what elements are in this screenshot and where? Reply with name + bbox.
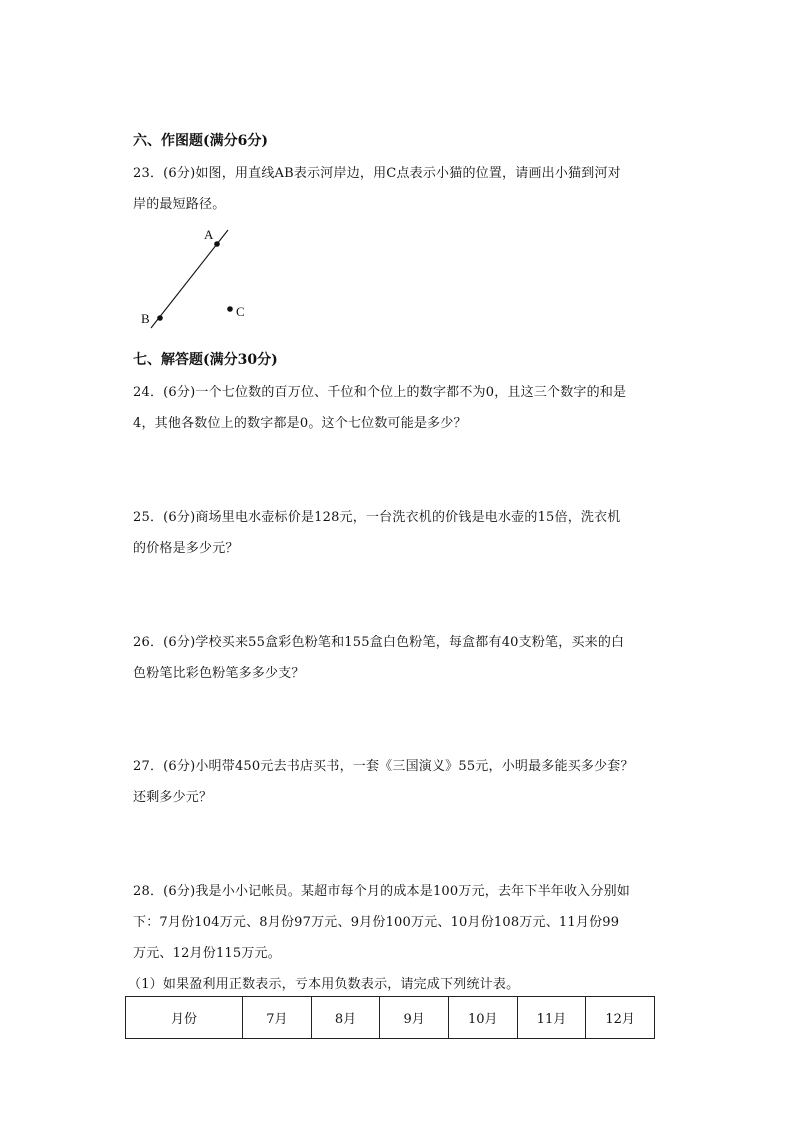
label-a: A <box>204 227 214 242</box>
statistics-table <box>125 996 655 1039</box>
question-25-line-2: 的价格是多少元？ <box>133 541 239 556</box>
table-row <box>126 997 655 1039</box>
table-cell-month: 11月 <box>517 997 586 1039</box>
question-27-line-1: 27．(6分)小明带450元去书店买书，一套《三国演义》55元，小明最多能买多少套？ <box>133 759 634 774</box>
table-cell-month: 7月 <box>243 997 312 1039</box>
table-header-month: 月份 <box>126 997 243 1039</box>
question-24-line-2: 4，其他各数位上的数字都是0。这个七位数可能是多少？ <box>133 416 467 431</box>
point-a <box>214 241 220 247</box>
label-c: C <box>236 304 245 319</box>
table-cell-month: 12月 <box>586 997 655 1039</box>
question-23-line-2: 岸的最短路径。 <box>133 197 226 212</box>
section-7-heading: 七、解答题(满分30分) <box>133 352 278 368</box>
question-27-line-2: 还剩多少元？ <box>133 790 213 805</box>
question-28-sub-1: （1）如果盈利用正数表示，亏本用负数表示，请完成下列统计表。 <box>128 977 520 992</box>
table-cell-month: 8月 <box>311 997 380 1039</box>
question-24-line-1: 24．(6分)一个七位数的百万位、千位和个位上的数字都不为0，且这三个数字的和是 <box>133 385 627 400</box>
river-bank-figure <box>130 222 270 332</box>
question-28-line-2: 下：7月份104万元、8月份97万元、9月份100万元、10月份108万元、11月份99 <box>133 915 620 930</box>
table-cell-month: 9月 <box>380 997 449 1039</box>
point-b <box>157 315 163 321</box>
question-23-line-1: 23．(6分)如图，用直线AB表示河岸边，用C点表示小猫的位置，请画出小猫到河对 <box>133 166 621 181</box>
question-28-line-1: 28．(6分)我是小小记帐员。某超市每个月的成本是100万元，去年下半年收入分别如 <box>133 884 630 899</box>
question-26-line-2: 色粉笔比彩色粉笔多多少支？ <box>133 666 305 681</box>
question-28-line-3: 万元、12月份115万元。 <box>133 946 281 961</box>
table-cell-month: 10月 <box>448 997 517 1039</box>
question-26-line-1: 26．(6分)学校买来55盒彩色粉笔和155盒白色粉笔，每盒都有40支粉笔，买来的白 <box>133 635 625 650</box>
label-b: B <box>141 311 150 326</box>
question-25-line-1: 25．(6分)商场里电水壶标价是128元，一台洗衣机的价钱是电水壶的15倍，洗衣机 <box>133 510 621 525</box>
point-c <box>227 306 233 312</box>
section-6-heading: 六、作图题(满分6分) <box>133 133 268 149</box>
